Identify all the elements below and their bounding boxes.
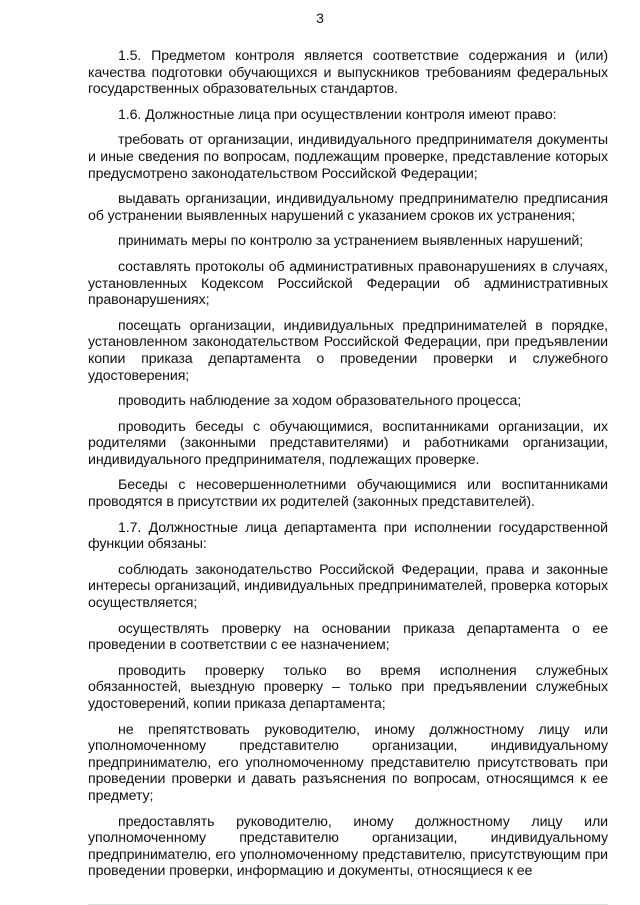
paragraph-1-5: 1.5. Предметом контроля является соответствие содержания и (или) качества подготовки обучающихся и выпускников требованиям федеральных государственных образовательных стандартов. [88,48,608,98]
paragraph-duty-inspect: осуществлять проверку на основании приказа департамента о ее проведении в соответствии с ее назначением; [88,620,608,654]
paragraph-duty-during-service: проводить проверку только во время исполнения служебных обязанностей, выездную проверку – только при предъявлении служебных удостоверений, копии приказа департамента; [88,662,608,712]
page-number: 3 [316,10,324,26]
document-body [88,48,608,889]
paragraph-right-issue-orders: выдавать организации, индивидуальному предпринимателю предписания об устранении выявленных нарушений с указанием сроков их устранения; [88,191,608,224]
paragraph-duty-comply: соблюдать законодательство Российской Федерации, права и законные интересы организаций, индивидуальных предпринимателей, проверка которых осуществляется; [88,561,608,612]
paragraph-minors: Беседы с несовершеннолетними обучающимися или воспитанниками проводятся в присутствии их родителей (законных представителей). [88,477,608,511]
paragraph-1-6: 1.6. Должностные лица при осуществлении контроля имеют право: [118,106,557,123]
paragraph-right-control-measures: принимать меры по контролю за устранением выявленных нарушений; [118,233,584,250]
paragraph-right-conversations: проводить беседы с обучающимися, воспитанниками организации, их родителями (законными представителями) и работниками организации, индивидуального предпринимателя, подлежащих проверке. [88,418,608,468]
paragraph-1-7: 1.7. Должностные лица департамента при исполнении государственной функции обязаны: [88,519,608,553]
paragraph-right-observe: проводить наблюдение за ходом образовательного процесса; [118,393,522,410]
paragraph-right-request-documents: требовать от организации, индивидуального предпринимателя документы и иные сведения по вопросам, подлежащим проверке, представление которых предусмотрено законодательством Российской Федерации; [88,132,608,182]
paragraph-right-protocols: составлять протоколы об административных правонарушениях в случаях, установленных Кодексом Российской Федерации об административных правонарушениях; [88,258,608,309]
paragraph-duty-not-obstruct: не препятствовать руководителю, иному должностному лицу или уполномоченному представителю организации, индивидуальному предпринимателю, его уполномоченному представителю присутствовать при проведении проверки и давать разъяснения по вопросам, относящимся к ее предмету; [88,721,608,804]
paragraph-right-visit: посещать организации, индивидуальных предпринимателей в порядке, установленном законодательством Российской Федерации, при предъявлении копии приказа департамента о проведении проверки и служебного удостоверения; [88,317,608,384]
paragraph-duty-provide-info: предоставлять руководителю, иному должностному лицу или уполномоченному представителю организации, индивидуальному предпринимателю, его уполномоченному представителю, присутствующим при проведении проверки, информацию и документы, относящиеся к ее [88,813,608,880]
